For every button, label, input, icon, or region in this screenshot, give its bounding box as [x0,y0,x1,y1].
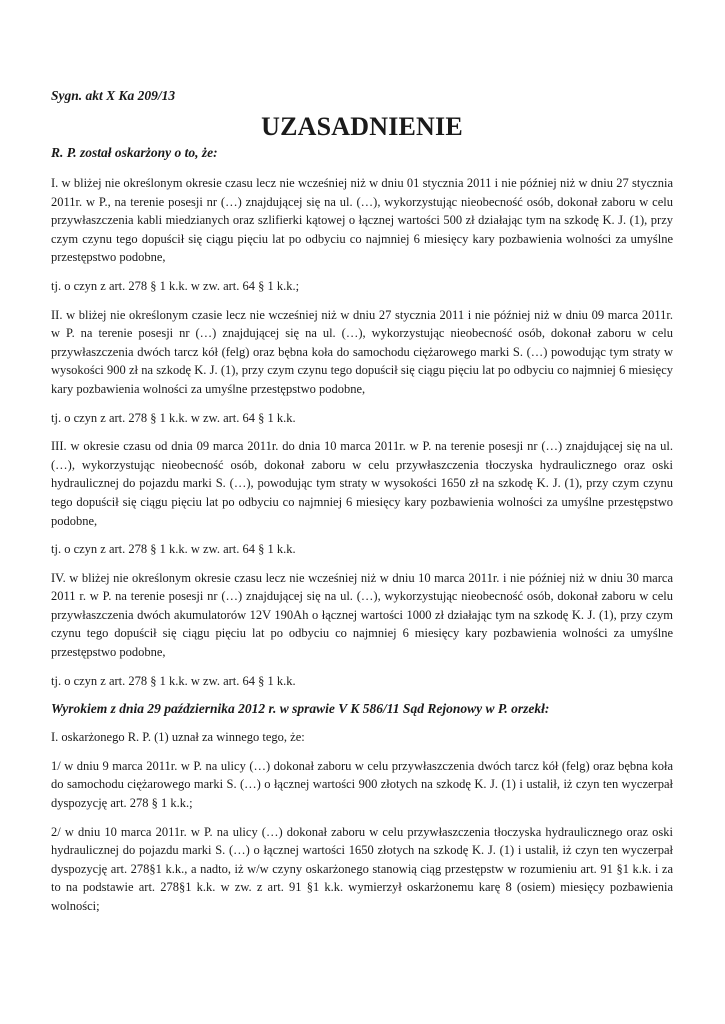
verdict-point: 2/ w dniu 10 marca 2011r. w P. na ulicy (…) dokonał zaboru w celu przywłaszczenia tłoczyska hydraulicznego oraz oski hydraulicznej do pojazdu marki S. (…) o łącznej wartości 1650 złotych na szkodę K. J. (1) i ustalił, iż czyn ten wyczerpał dyspozycję art. 278§1 k.k., a nadto, iż w/w czyny oskarżonego stanowią ciąg przestępstw w rozumieniu art. 91 §1 k.k. i za to na podstawie art. 278§1 k.k. w zw. z art. 91 §1 k.k. wymierzył oskarżonemu karę 8 (osiem) miesięcy pozbawienia wolności; [51,824,673,913]
charge-qualification: tj. o czyn z art. 278 § 1 k.k. w zw. art. 64 § 1 k.k.; [51,278,300,293]
charge-qualification: tj. o czyn z art. 278 § 1 k.k. w zw. art. 64 § 1 k.k. [51,542,296,557]
verdict-heading: Wyrokiem z dnia 29 października 2012 r. w sprawie V K 586/11 Sąd Rejonowy w P. orzekł: [51,701,550,717]
document-title: UZASADNIENIE [261,112,463,141]
case-reference: Sygn. akt X Ka 209/13 [51,88,176,103]
verdict-point: 1/ w dniu 9 marca 2011r. w P. na ulicy (…) dokonał zaboru w celu przywłaszczenia dwóch tarcz kół (felg) oraz bębna koła do samochodu ciężarowego marki S. (…) o łącznej wartości 900 złotych na szkodę K. J. (1) i ustalił, iż czyn ten wyczerpał dyspozycję art. 278 § 1 k.k.; [51,758,673,811]
charge-paragraph: II. w bliżej nie określonym czasie lecz nie wcześniej niż w dniu 27 stycznia 2011 i nie później niż w dniu 09 marca 2011r. w P. na terenie posesji nr (…) znajdującej się na ul. (…), wykorzystując nieobecność osób, dokonał zaboru w celu przywłaszczenia dwóch tarcz kół (felg) oraz bębna koła do samochodu ciężarowego marki S. (…) powodując tym straty w wysokości 900 zł na szkodę K. J. (1), przy czym czynu tego dopuścił się ciągu pięciu lat po odbyciu co najmniej 6 miesięcy kary pozbawienia wolności za umyślne przestępstwo podobne, [51,307,673,396]
charge-paragraph: IV. w bliżej nie określonym okresie czasu lecz nie wcześniej niż w dniu 10 marca 2011r. i nie później niż w dniu 30 marca 2011 r. w P. na terenie posesji nr (…) znajdującej się na ul. (…), wykorzystując nieobecność osób, dokonał zaboru w celu przywłaszczenia dwóch akumulatorów 12V 190Ah o łącznej wartości 1000 zł działając tym na szkodę K. J. (1), przy czym czynu tego dopuścił się ciągu pięciu lat po odbyciu co najmniej 6 miesięcy kary pozbawienia wolności za umyślne przestępstwo podobne, [51,570,673,660]
verdict-intro: I. oskarżonego R. P. (1) uznał za winnego tego, że: [51,730,305,745]
document-page [51,86,673,916]
charge-qualification: tj. o czyn z art. 278 § 1 k.k. w zw. art. 64 § 1 k.k. [51,410,296,425]
charge-heading: R. P. został oskarżony o to, że: [51,145,218,160]
charge-paragraph: I. w bliżej nie określonym okresie czasu lecz nie wcześniej niż w dniu 01 stycznia 2011 i nie później niż w dniu 27 stycznia 2011r. w P., na terenie posesji nr (…) znajdującej się na ul. (…), wykorzystując nieobecność osób, dokonał zaboru w celu przywłaszczenia kabli miedzianych oraz szlifierki kątowej o łącznej wartości 500 zł działając tym na szkodę K. J. (1), przy czym czynu tego dopuścił się ciągu pięciu lat po odbyciu co najmniej 6 miesięcy kary pozbawienia wolności za umyślne przestępstwo podobne, [51,176,673,265]
charge-paragraph: III. w okresie czasu od dnia 09 marca 2011r. do dnia 10 marca 2011r. w P. na terenie posesji nr (…) znajdującej się na ul. (…), wykorzystując nieobecność osób, dokonał zaboru w celu przywłaszczenia tłoczyska hydraulicznego oraz oski hydraulicznej do pojazdu marki S. (…), powodując tym straty w wysokości 1650 zł na szkodę K. J. (1), przy czym czynu tego dopuścił się ciągu pięciu lat po odbyciu co najmniej 6 miesięcy kary pozbawienia wolności za umyślne przestępstwo podobne, [51,439,673,528]
charge-qualification: tj. o czyn z art. 278 § 1 k.k. w zw. art. 64 § 1 k.k. [51,673,296,688]
